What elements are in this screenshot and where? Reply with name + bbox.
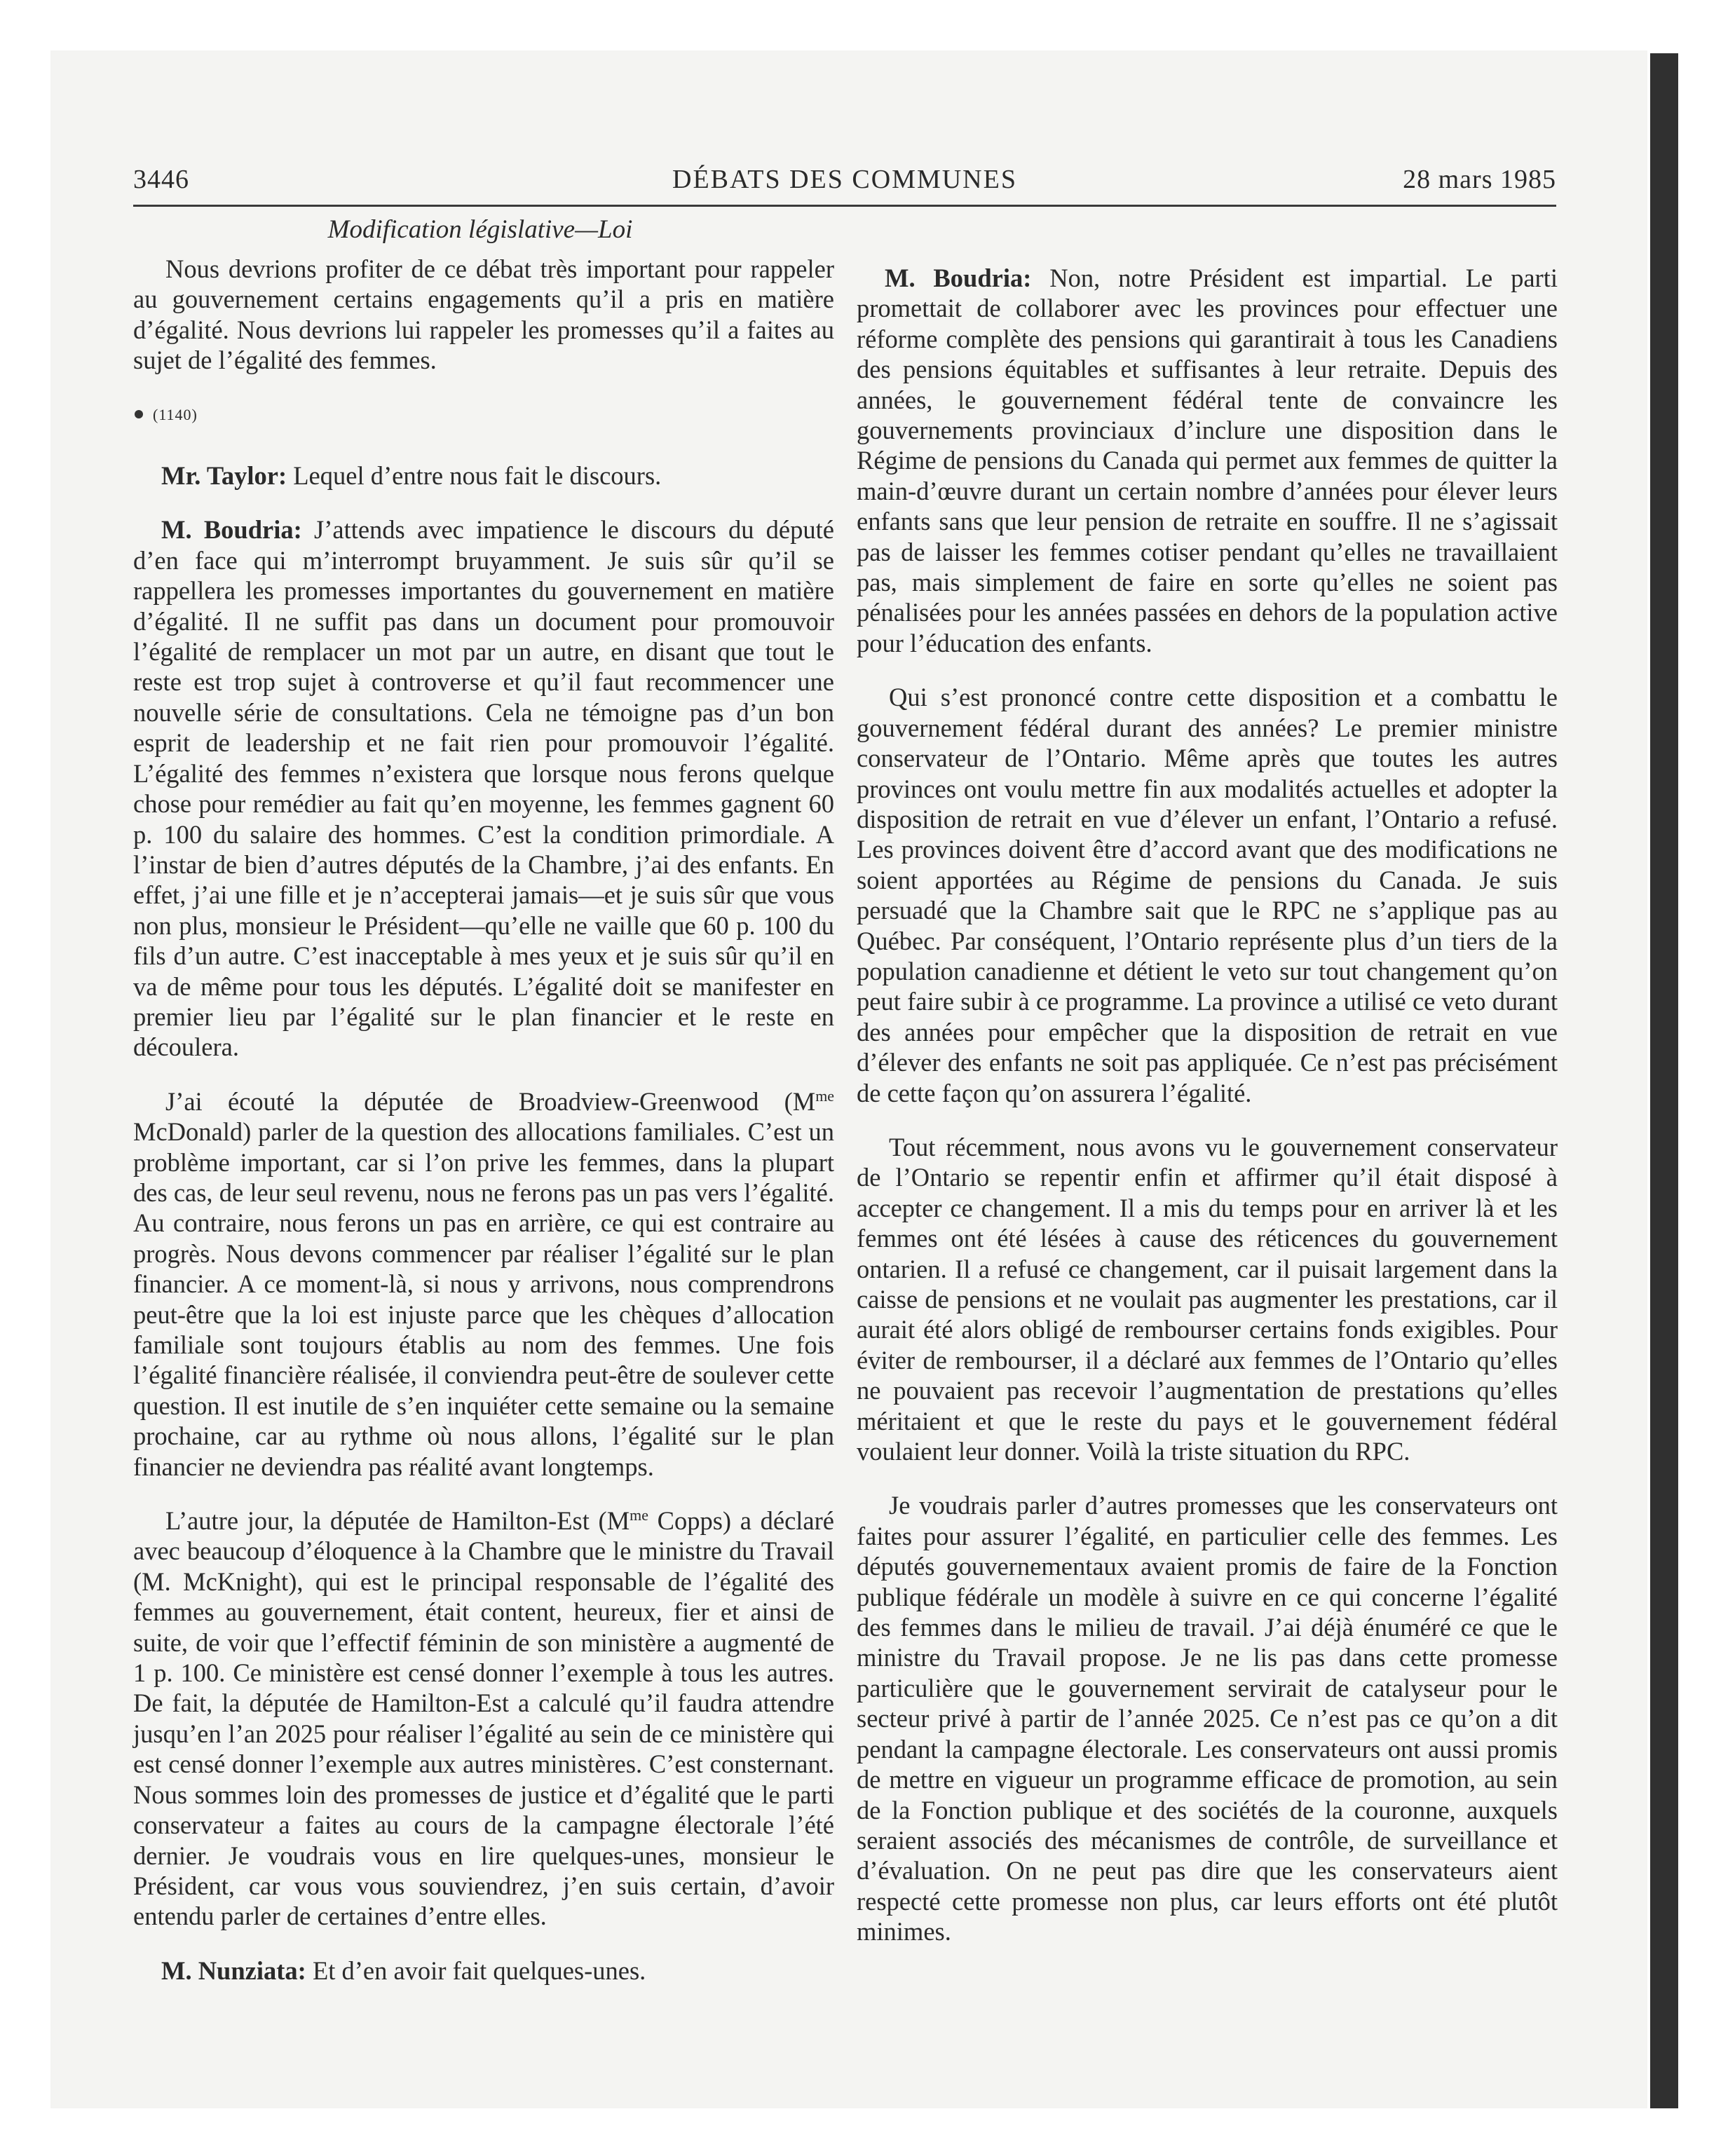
- right-column: [857, 263, 1558, 1971]
- speaker-name: Mr. Taylor:: [161, 461, 287, 491]
- speech-boudria: [133, 514, 834, 1062]
- speech-boudria: [857, 263, 1558, 658]
- speaker-name: M. Boudria:: [161, 515, 302, 545]
- page-date: 28 mars 1985: [1403, 165, 1556, 194]
- speech-nunziata: [133, 1956, 834, 1986]
- paragraph: Tout récemment, nous avons vu le gouvernement conservateur de l’Ontario se repentir enfin et affirmer qu’il était disposé à accepter ce changement. Il a mis du temps pour en arriver là et les femmes ont été lésées à cause des réticences du gouvernement ontarien. Il a refusé ce changement, car il puisait largement dans la caisse de pensions et ne voulait pas augmenter les prestations, car il aurait été alors obligé de rembourser certains fonds exigibles. Pour éviter de rembourser, il a déclaré aux femmes de l’Ontario qu’elles ne pouvaient pas recevoir l’augmentation de prestations qu’elles méritaient et que le reste du pays et le gouvernement fédéral voulaient leur donner. Voilà la triste situation du RPC.: [857, 1132, 1558, 1466]
- paragraph-text: J’ai écouté la députée de Broadview-Greenwood (M: [165, 1086, 816, 1116]
- left-column: [133, 254, 834, 2010]
- paragraph-text: Copps) a déclaré avec beaucoup d’éloquence à la Chambre que le ministre du Travail (M. McKnight), qui est le principal responsable de l’égalité des femmes au gouvernement, était content, heureux, fier et ainsi de suite, de voir que l’effectif féminin de son ministère a augmenté de 1 p. 100. Ce ministère est censé donner l’exemple à tous les autres. De fait, la députée de Hamilton-Est a calculé qu’il faudra attendre jusqu’en l’an 2025 pour réaliser l’égalité au sein de ce ministère qui est censé donner l’exemple aux autres ministères. C’est consternant. Nous sommes loin des promesses de justice et d’égalité que le parti conservateur a faites au cours de la campagne électorale l’été dernier. Je voudrais vous en lire quelques-unes, monsieur le Président, car vous vous souviendrez, j’en suis certain, d’avoir entendu parler de certaines d’entre elles.: [133, 1506, 834, 1931]
- page-header: [133, 156, 1556, 207]
- paragraph: Nous devrions profiter de ce débat très important pour rappeler au gouvernement certains engagements qu’il a pris en matière d’égalité. Nous devrions lui rappeler les promesses qu’il a faites au sujet de l’égalité des femmes.: [133, 254, 834, 375]
- paragraph: Qui s’est prononcé contre cette disposition et a combattu le gouvernement fédéral durant des années? Le premier ministre conservateur de l’Ontario. Même après que toutes les autres provinces ont voulu mettre fin aux modalités actuelles et adopter la disposition de retrait en vue d’élever un enfant, l’Ontario a refusé. Les provinces doivent être d’accord avant que des modifications ne soient apportées au Régime de pensions du Canada. Je suis persuadé que la Chambre sait que le RPC ne s’applique pas au Québec. Par conséquent, l’Ontario représente plus d’un tiers de la population canadienne et détient le veto sur tout changement qu’on peut faire subir à ce programme. La province a utilisé ce veto durant des années pour empêcher que la disposition de retrait en vue d’élever des enfants ne soit pas appliquée. Ce n’est pas précisément de cette façon qu’on assurera l’égalité.: [857, 683, 1558, 1107]
- speech-text: Non, notre Président est impartial. Le parti promettait de collaborer avec les provinces pour effectuer une réforme complète des pensions qui garantirait à tous les Canadiens des pensions équitables et suffisantes à leur retraite. Depuis des années, le gouvernement fédéral tente de convaincre les gouvernements provinciaux d’inclure une disposition dans le Régime de pensions du Canada qui permet aux femmes de quitter la main-d’œuvre durant un certain nombre d’années pour élever leurs enfants sans que leur pension de retraite en souffre. Il ne s’agissait pas de laisser les femmes cotiser pendant qu’elles ne travaillaient pas, mais simplement de faire en sorte qu’elles ne soient pas pénalisées pour les années passées en dehors de la population active pour l’éducation des enfants.: [857, 264, 1558, 657]
- speech-text: Lequel d’entre nous fait le discours.: [287, 461, 662, 491]
- speech-taylor: [133, 460, 834, 491]
- paragraph-text: L’autre jour, la députée de Hamilton-Est (M: [165, 1506, 630, 1536]
- paragraph: Je voudrais parler d’autres promesses que les conservateurs ont faites pour assurer l’égalité, en particulier celle des femmes. Les députés gouvernementaux avaient promis de faire de la Fonction publique fédérale un modèle à suivre en ce qui concerne l’égalité des femmes dans le milieu de travail. J’ai déjà énuméré ce que le ministre du Travail propose. Je ne lis pas dans cette promesse particulière que le gouvernement servirait de catalyseur pour le secteur privé à partir de l’année 2025. Ce n’est pas ce qu’on a dit pendant la campagne électorale. Les conservateurs ont aussi promis de mettre en vigueur un programme efficace de promotion, au sein de la Fonction publique et des sociétés de la couronne, auxquels seraient associés des mécanismes de contrôle, de surveillance et d’évaluation. On ne peut pas dire que les conservateurs aient respecté cette promesse non plus, car leurs efforts ont été plutôt minimes.: [857, 1491, 1558, 1946]
- paragraph: [133, 1086, 834, 1482]
- speech-text: J’attends avec impatience le discours du député d’en face qui m’interrompt bruyamment. Je suis sûr qu’il se rappellera les promesses importantes du gouvernement en matière d’égalité. Il ne suffit pas dans un document pour promouvoir l’égalité de remplacer un mot par un autre, en disant que tout le reste est trop sujet à controverse et qu’il faut recommencer une nouvelle série de consultations. Cela ne témoigne pas d’un bon esprit de leadership et ne fait rien pour promouvoir l’égalité. L’égalité des femmes n’existera que lorsque nous ferons quelque chose pour remédier au fait qu’en moyenne, les femmes gagnent 60 p. 100 du salaire des hommes. C’est la condition primordiale. A l’instar de bien d’autres députés de la Chambre, j’ai des enfants. En effet, j’ai une fille et je n’accepterai jamais—et je suis sûr que vous non plus, monsieur le Président—qu’elle ne vaille que 60 p. 100 du fils d’un autre. C’est inacceptable à mes yeux et je suis sûr qu’il en va de même pour tous les députés. L’égalité doit se manifester en premier lieu par l’égalité sur le plan financier et le reste en découlera.: [133, 515, 834, 1062]
- timestamp-text: (1140): [153, 405, 198, 423]
- bullet-icon: [135, 410, 143, 418]
- scan-edge-shadow: [1650, 53, 1678, 2108]
- speaker-name: M. Boudria:: [885, 264, 1032, 292]
- speaker-name: M. Nunziata:: [161, 1956, 306, 1985]
- paragraph-text: McDonald) parler de la question des allocations familiales. C’est un problème important, car si l’on prive les femmes, dans la plupart des cas, de leur seul revenu, nous ne ferons pas un pas vers l’égalité. Au contraire, nous ferons un pas en arrière, ce qui est contraire au progrès. Nous devons commencer par réaliser l’égalité sur le plan financier. A ce moment-là, si nous y arrivons, nous comprendrons peut-être que la loi est injuste parce que les chèques d’allocation familiale sont toujours établis au nom des femmes. Une fois l’égalité financière réalisée, il conviendra peut-être de soulever cette question. Il est inutile de s’en inquiéter cette semaine ou la semaine prochaine, car au rythme où nous allons, l’égalité sur le plan financier ne deviendra pas réalité avant longtemps.: [133, 1117, 834, 1481]
- journal-title: DÉBATS DES COMMUNES: [672, 165, 1017, 194]
- speech-text: Et d’en avoir fait quelques-unes.: [306, 1956, 646, 1985]
- superscript: me: [815, 1086, 834, 1105]
- page-number: 3446: [133, 165, 189, 194]
- subject-heading: Modification législative—Loi: [327, 215, 633, 244]
- paragraph: [133, 1506, 834, 1932]
- timestamp: [133, 400, 834, 430]
- superscript: me: [630, 1506, 648, 1524]
